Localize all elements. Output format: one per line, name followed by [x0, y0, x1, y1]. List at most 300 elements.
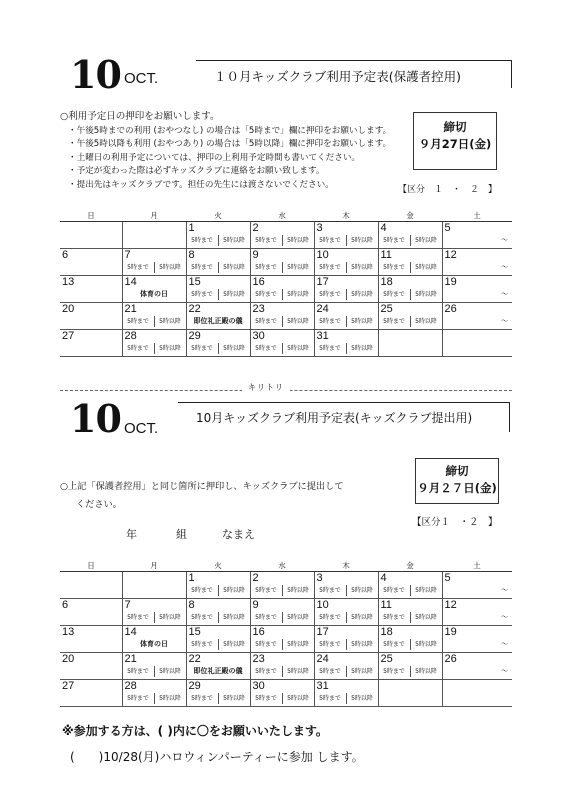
after-5-slot[interactable]: 5時以降 — [218, 262, 250, 273]
day-cell — [60, 249, 122, 276]
day-number: 1 — [188, 572, 195, 584]
until-5-slot[interactable]: 5時まで — [319, 264, 341, 271]
after-5-slot[interactable]: 5時以降 — [410, 639, 442, 650]
day-cell — [314, 653, 378, 680]
week-row — [60, 599, 512, 626]
day-cell — [442, 572, 512, 599]
day-number: 24 — [316, 653, 329, 665]
after-5-slot[interactable]: 5時以降 — [218, 612, 250, 623]
until-5-slot[interactable]: 5時まで — [191, 587, 213, 594]
day-cell — [378, 249, 442, 276]
empty-day-cell — [60, 222, 122, 249]
day-cell — [122, 599, 186, 626]
event-text: 10/28(月)ハロウィンパーティーに参加 します。 — [103, 750, 364, 764]
weekday-header: 火 — [186, 210, 250, 222]
weekday-header: 火 — [186, 560, 250, 572]
deadline-box-bottom — [415, 458, 499, 504]
after-5-slot[interactable]: 5時以降 — [410, 316, 442, 327]
after-5-slot[interactable]: 5時以降 — [346, 289, 378, 300]
after-5-slot[interactable]: 5時以降 — [346, 693, 378, 704]
holiday-label: 体育の日 — [140, 640, 168, 648]
stamp-slots — [251, 639, 314, 650]
deadline-box — [413, 112, 497, 170]
time-range-field[interactable]: ～ — [501, 613, 508, 621]
day-cell — [186, 599, 250, 626]
day-number: 21 — [124, 653, 137, 665]
stamp-slots — [251, 343, 314, 354]
day-number: 12 — [444, 599, 457, 611]
time-range-field[interactable]: ～ — [501, 667, 508, 675]
until-5-slot[interactable]: 5時まで — [383, 587, 405, 594]
day-cell — [314, 249, 378, 276]
after-5-slot[interactable]: 5時以降 — [154, 316, 186, 327]
day-cell — [442, 276, 512, 303]
weekday-header: 水 — [250, 210, 314, 222]
day-cell — [378, 303, 442, 330]
after-5-slot[interactable]: 5時以降 — [282, 316, 314, 327]
until-5-slot[interactable]: 5時まで — [255, 614, 277, 621]
until-5-slot[interactable]: 5時まで — [383, 641, 405, 648]
day-number: 14 — [124, 626, 137, 638]
weekday-header: 月 — [122, 210, 186, 222]
after-5-slot[interactable]: 5時以降 — [410, 612, 442, 623]
stamp-slots — [315, 343, 378, 354]
until-5-slot[interactable]: 5時まで — [127, 614, 149, 621]
until-5-slot[interactable]: 5時まで — [319, 587, 341, 594]
day-number: 2 — [252, 572, 259, 584]
stamp-slots — [187, 693, 250, 704]
day-cell — [250, 572, 314, 599]
form-title: １０月キッズクラブ利用予定表(保護者控用) — [196, 60, 512, 88]
stamp-slots — [187, 612, 250, 623]
kubun-label-bottom: 【区分１ ・２ 】 — [412, 517, 498, 528]
day-number: 27 — [62, 680, 75, 692]
day-cell — [186, 330, 250, 357]
after-5-slot[interactable]: 5時以降 — [282, 343, 314, 354]
after-5-slot[interactable]: 5時以降 — [218, 289, 250, 300]
day-cell — [250, 330, 314, 357]
until-5-slot[interactable]: 5時まで — [255, 695, 277, 702]
until-5-slot[interactable]: 5時まで — [255, 668, 277, 675]
calendar-bottom — [60, 560, 512, 707]
stamp-slots — [379, 289, 442, 300]
day-number: 15 — [188, 276, 201, 288]
until-5-slot[interactable]: 5時まで — [383, 318, 405, 325]
day-cell — [60, 303, 122, 330]
day-cell — [122, 303, 186, 330]
day-cell — [314, 599, 378, 626]
week-row — [60, 249, 512, 276]
day-number: 26 — [444, 303, 457, 315]
day-cell — [250, 653, 314, 680]
day-number: 29 — [188, 680, 201, 692]
stamp-slots — [187, 343, 250, 354]
day-number: 15 — [188, 626, 201, 638]
until-5-slot[interactable]: 5時まで — [319, 614, 341, 621]
day-number: 18 — [380, 276, 393, 288]
day-cell — [122, 276, 186, 303]
empty-day-cell — [378, 330, 442, 357]
day-cell — [378, 276, 442, 303]
time-range-field[interactable]: ～ — [501, 290, 508, 298]
weekday-header: 金 — [378, 210, 442, 222]
deadline-label: 締切 — [443, 120, 467, 134]
until-5-slot[interactable]: 5時まで — [383, 668, 405, 675]
day-cell — [250, 222, 314, 249]
until-5-slot[interactable]: 5時まで — [191, 291, 213, 298]
deadline-date: ９月27日(金) — [418, 137, 492, 151]
instruction-line: ・午後5時以降も利用 (おやつあり) の場合は「5時以降」欄に押印をお願いします。 — [68, 139, 392, 150]
after-5-slot[interactable]: 5時以降 — [346, 262, 378, 273]
instruction-bottom-2: ください。 — [76, 499, 122, 510]
day-number: 26 — [444, 653, 457, 665]
day-number: 25 — [380, 303, 393, 315]
form-title-bottom: 10月キッズクラブ利用予定表(キッズクラブ提出用) — [178, 402, 510, 432]
stamp-slots — [251, 666, 314, 677]
time-range-field[interactable]: ～ — [501, 263, 508, 271]
cut-label: キリトリ — [242, 382, 290, 393]
day-cell — [250, 626, 314, 653]
day-cell — [442, 653, 512, 680]
week-row — [60, 276, 512, 303]
weekday-header: 日 — [60, 210, 122, 222]
instruction-line: ・午後5時までの利用 (おやつなし) の場合は「5時まで」欄に押印をお願いします。 — [68, 125, 392, 136]
calendar-top — [60, 210, 512, 357]
weekday-header: 水 — [250, 560, 314, 572]
until-5-slot[interactable]: 5時まで — [191, 237, 213, 244]
until-5-slot[interactable]: 5時まで — [319, 291, 341, 298]
week-row — [60, 572, 512, 599]
day-cell — [60, 626, 122, 653]
week-row — [60, 222, 512, 249]
day-number: 27 — [62, 330, 75, 342]
day-number: 28 — [124, 330, 137, 342]
after-5-slot[interactable]: 5時以降 — [410, 262, 442, 273]
after-5-slot[interactable]: 5時以降 — [346, 316, 378, 327]
weekday-header: 土 — [442, 210, 512, 222]
stamp-slots — [123, 343, 186, 354]
weekday-header: 土 — [442, 560, 512, 572]
day-number: 4 — [380, 572, 387, 584]
day-cell — [250, 680, 314, 707]
holiday-label: 即位礼正殿の儀 — [193, 667, 243, 675]
weekday-header-row — [60, 560, 512, 572]
day-cell — [60, 330, 122, 357]
stamp-slots — [251, 289, 314, 300]
day-cell — [314, 572, 378, 599]
day-number: 7 — [124, 599, 131, 611]
day-cell — [378, 599, 442, 626]
stamp-slots — [123, 316, 186, 327]
day-number: 31 — [316, 680, 329, 692]
after-5-slot[interactable]: 5時以降 — [282, 612, 314, 623]
until-5-slot[interactable]: 5時まで — [191, 614, 213, 621]
weekday-header: 金 — [378, 560, 442, 572]
after-5-slot[interactable]: 5時以降 — [282, 289, 314, 300]
stamp-slots — [315, 693, 378, 704]
day-cell — [442, 303, 512, 330]
until-5-slot[interactable]: 5時まで — [255, 237, 277, 244]
until-5-slot[interactable]: 5時まで — [127, 264, 149, 271]
stamp-slots — [123, 262, 186, 273]
day-number: 24 — [316, 303, 329, 315]
day-cell — [60, 276, 122, 303]
stamp-slots — [123, 612, 186, 623]
day-number: 16 — [252, 276, 265, 288]
after-5-slot[interactable]: 5時以降 — [346, 585, 378, 596]
day-cell — [314, 626, 378, 653]
day-number: 11 — [380, 599, 392, 611]
after-5-slot[interactable]: 5時以降 — [346, 235, 378, 246]
day-cell — [60, 599, 122, 626]
day-number: 10 — [316, 249, 329, 261]
after-5-slot[interactable]: 5時以降 — [282, 262, 314, 273]
stamp-slots — [251, 262, 314, 273]
day-cell — [442, 249, 512, 276]
stamp-slots — [251, 316, 314, 327]
day-number: 12 — [444, 249, 457, 261]
day-number: 21 — [124, 303, 137, 315]
after-5-slot[interactable]: 5時以降 — [154, 343, 186, 354]
stamp-slots — [379, 639, 442, 650]
after-5-slot[interactable]: 5時以降 — [282, 235, 314, 246]
day-number: 25 — [380, 653, 393, 665]
day-cell — [442, 222, 512, 249]
stamp-slots — [315, 235, 378, 246]
until-5-slot[interactable]: 5時まで — [127, 318, 149, 325]
after-5-slot[interactable]: 5時以降 — [346, 612, 378, 623]
month-number-bottom: 10 — [70, 396, 121, 441]
until-5-slot[interactable]: 5時まで — [255, 318, 277, 325]
until-5-slot[interactable]: 5時まで — [319, 695, 341, 702]
day-cell — [122, 626, 186, 653]
stamp-slots — [315, 612, 378, 623]
empty-day-cell — [442, 680, 512, 707]
stamp-slots — [315, 316, 378, 327]
day-number: 22 — [188, 303, 201, 315]
day-cell — [122, 653, 186, 680]
stamp-slots — [251, 612, 314, 623]
until-5-slot[interactable]: 5時まで — [255, 291, 277, 298]
day-cell — [186, 572, 250, 599]
empty-day-cell — [442, 330, 512, 357]
after-5-slot[interactable]: 5時以降 — [282, 639, 314, 650]
week-row — [60, 330, 512, 357]
day-number: 22 — [188, 653, 201, 665]
day-cell — [250, 249, 314, 276]
weekday-header: 木 — [314, 210, 378, 222]
namae-label: なまえ — [222, 528, 255, 541]
after-5-slot[interactable]: 5時以降 — [218, 235, 250, 246]
day-cell — [250, 599, 314, 626]
day-cell — [122, 249, 186, 276]
participation-note: ※参加する方は、( )内に〇をお願いいたします。 — [62, 724, 328, 738]
stamp-slots — [187, 235, 250, 246]
after-5-slot[interactable]: 5時以降 — [346, 343, 378, 354]
day-number: 4 — [380, 222, 387, 234]
day-number: 19 — [444, 276, 457, 288]
until-5-slot[interactable]: 5時まで — [319, 318, 341, 325]
day-cell — [314, 222, 378, 249]
weekday-header-row — [60, 210, 512, 222]
day-number: 17 — [316, 276, 329, 288]
day-cell — [60, 653, 122, 680]
instruction-bottom-1: ○上記「保護者控用」と同じ箇所に押印し、キッズクラブに提出して — [60, 481, 344, 492]
stamp-slots — [187, 289, 250, 300]
stamp-slots — [187, 262, 250, 273]
after-5-slot[interactable]: 5時以降 — [218, 585, 250, 596]
day-number: 3 — [316, 222, 323, 234]
until-5-slot[interactable]: 5時まで — [191, 695, 213, 702]
instruction-line: ・提出先はキッズクラブです。担任の先生には渡さないでください。 — [68, 179, 334, 190]
day-cell — [186, 626, 250, 653]
stamp-slots — [187, 585, 250, 596]
day-number: 5 — [444, 572, 451, 584]
stamp-slots — [123, 693, 186, 704]
after-5-slot[interactable]: 5時以降 — [346, 639, 378, 650]
day-cell — [250, 276, 314, 303]
time-range-field[interactable]: ～ — [501, 640, 508, 648]
instruction-line: ・予定が変わった際は必ずキッズクラブに連絡をお願い致します。 — [68, 166, 325, 177]
stamp-slots — [251, 693, 314, 704]
kubun-label: 【区分 １ ・ ２ 】 — [398, 185, 498, 195]
until-5-slot[interactable]: 5時まで — [319, 345, 341, 352]
holiday-label: 即位礼正殿の儀 — [193, 317, 243, 325]
day-cell — [186, 303, 250, 330]
stamp-slots — [315, 585, 378, 596]
until-5-slot[interactable]: 5時まで — [127, 668, 149, 675]
after-5-slot[interactable]: 5時以降 — [410, 235, 442, 246]
day-number: 1 — [188, 222, 195, 234]
day-number: 6 — [62, 249, 69, 261]
day-number: 18 — [380, 626, 393, 638]
time-range-field[interactable]: ～ — [501, 236, 508, 244]
after-5-slot[interactable]: 5時以降 — [154, 262, 186, 273]
stamp-slots — [379, 585, 442, 596]
stamp-slots — [123, 666, 186, 677]
month-abbr: OCT. — [124, 70, 159, 87]
after-5-slot[interactable]: 5時以降 — [410, 585, 442, 596]
after-5-slot[interactable]: 5時以降 — [282, 693, 314, 704]
after-5-slot[interactable]: 5時以降 — [218, 693, 250, 704]
after-5-slot[interactable]: 5時以降 — [154, 666, 186, 677]
day-cell — [186, 653, 250, 680]
day-cell — [314, 680, 378, 707]
after-5-slot[interactable]: 5時以降 — [410, 666, 442, 677]
day-cell — [442, 626, 512, 653]
day-number: 9 — [252, 599, 259, 611]
day-cell — [250, 303, 314, 330]
stamp-slots — [315, 262, 378, 273]
weekday-header: 日 — [60, 560, 122, 572]
day-cell — [378, 626, 442, 653]
until-5-slot[interactable]: 5時まで — [191, 641, 213, 648]
day-number: 6 — [62, 599, 69, 611]
stamp-slots — [187, 639, 250, 650]
stamp-slots — [379, 612, 442, 623]
week-row — [60, 626, 512, 653]
event-line — [70, 748, 364, 765]
after-5-slot[interactable]: 5時以降 — [346, 666, 378, 677]
day-cell — [314, 303, 378, 330]
day-cell — [186, 276, 250, 303]
until-5-slot[interactable]: 5時まで — [127, 695, 149, 702]
event-checkbox[interactable]: ( ) — [70, 750, 104, 764]
day-cell — [122, 330, 186, 357]
day-cell — [60, 680, 122, 707]
day-cell — [314, 330, 378, 357]
stamp-slots — [315, 289, 378, 300]
day-number: 9 — [252, 249, 259, 261]
until-5-slot[interactable]: 5時まで — [383, 264, 405, 271]
until-5-slot[interactable]: 5時まで — [127, 345, 149, 352]
until-5-slot[interactable]: 5時まで — [319, 237, 341, 244]
after-5-slot[interactable]: 5時以降 — [218, 639, 250, 650]
week-row — [60, 680, 512, 707]
day-number: 19 — [444, 626, 457, 638]
instruction-line: ○利用予定日の押印をお願いします。 — [60, 111, 220, 122]
until-5-slot[interactable]: 5時まで — [191, 345, 213, 352]
day-number: 14 — [124, 276, 137, 288]
day-number: 10 — [316, 599, 329, 611]
after-5-slot[interactable]: 5時以降 — [282, 585, 314, 596]
until-5-slot[interactable]: 5時まで — [319, 668, 341, 675]
empty-day-cell — [122, 222, 186, 249]
stamp-slots — [251, 235, 314, 246]
empty-day-cell — [122, 572, 186, 599]
deadline-date: ９月２７日(金) — [417, 481, 497, 495]
month-abbr-bottom: OCT. — [124, 420, 159, 437]
day-number: 29 — [188, 330, 201, 342]
day-number: 16 — [252, 626, 265, 638]
day-number: 30 — [252, 330, 265, 342]
until-5-slot[interactable]: 5時まで — [383, 291, 405, 298]
day-number: 5 — [444, 222, 451, 234]
time-range-field[interactable]: ～ — [501, 586, 508, 594]
day-number: 8 — [188, 249, 195, 261]
after-5-slot[interactable]: 5時以降 — [154, 612, 186, 623]
until-5-slot[interactable]: 5時まで — [255, 264, 277, 271]
after-5-slot[interactable]: 5時以降 — [218, 343, 250, 354]
after-5-slot[interactable]: 5時以降 — [154, 693, 186, 704]
after-5-slot[interactable]: 5時以降 — [282, 666, 314, 677]
day-number: 13 — [62, 276, 75, 288]
instructions — [60, 112, 391, 189]
day-number: 8 — [188, 599, 195, 611]
day-number: 11 — [380, 249, 392, 261]
stamp-slots — [315, 666, 378, 677]
until-5-slot[interactable]: 5時まで — [255, 345, 277, 352]
day-cell — [122, 680, 186, 707]
until-5-slot[interactable]: 5時まで — [383, 237, 405, 244]
until-5-slot[interactable]: 5時まで — [255, 641, 277, 648]
after-5-slot[interactable]: 5時以降 — [410, 289, 442, 300]
until-5-slot[interactable]: 5時まで — [319, 641, 341, 648]
until-5-slot[interactable]: 5時まで — [383, 614, 405, 621]
week-row — [60, 303, 512, 330]
day-number: 28 — [124, 680, 137, 692]
day-cell — [378, 653, 442, 680]
day-number: 30 — [252, 680, 265, 692]
day-number: 7 — [124, 249, 131, 261]
day-number: 20 — [62, 303, 75, 315]
day-number: 2 — [252, 222, 259, 234]
until-5-slot[interactable]: 5時まで — [191, 264, 213, 271]
holiday-label: 体育の日 — [140, 290, 168, 298]
time-range-field[interactable]: ～ — [501, 317, 508, 325]
until-5-slot[interactable]: 5時まで — [255, 587, 277, 594]
empty-day-cell — [60, 572, 122, 599]
